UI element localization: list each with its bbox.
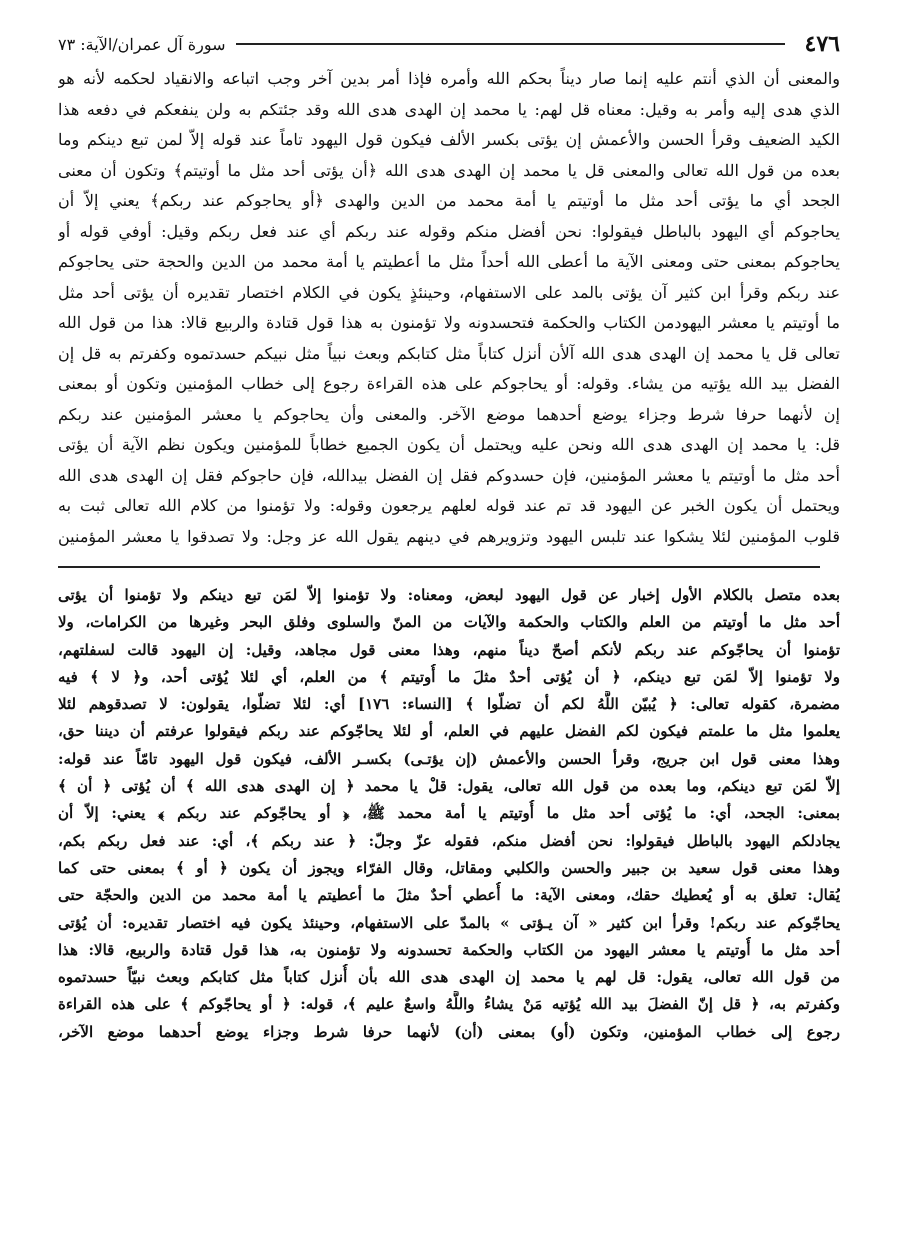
footnote-line: وهذا معنى قول ابن جريج، وقرأ الحسن والأعمش (إن يؤتـى) بكسـر الألف، فيكون قول اليهود تامّاً عند قوله: [58, 749, 840, 768]
footnote-line: يُقال: تعلق به أو يُعطيك حقك، ومعنى الآية: ما أُعطي أحدٌ مثلَ ما أعطيتم يا أمة محمد من الدين والحجّة حتى [58, 886, 840, 905]
footnote-line: بمعنى: الجحد، أي: ما يُؤتى أحد مثل ما أُوتيتم يا أمة محمد ﷺ، ﴿ أو يحاجّوكم عند ربكم ﴾ يعني: إلاّ أن [58, 804, 840, 823]
running-head: سورة آل عمران/الآية: ٧٣ [58, 34, 226, 54]
main-line: ويحتمل أن يكون الخبر عن اليهود قد تم عند قوله لعلهم يرجعون وقوله: ولا تؤمنوا من كلام الله تعالى ثبت به [58, 496, 840, 515]
main-line: الجحد أي ما يؤتى أحد مثل ما أوتيتم يا أمة محمد من الدين والهدى ﴿أو يحاجوكم عند ربكم﴾ يعني إلاّ أن [58, 191, 840, 210]
footnote-separator [58, 566, 820, 568]
main-line: الذي هدى إليه وأمر به وقيل: معناه قل لهم: يا محمد إن الهدى هدى الله وقد جئتكم به ولن ينفعكم في دفعه هذا [58, 99, 840, 119]
footnote-line: يعلموا مثل ما علمتم فيكون لكم الفضل عليهم في العلم، أو لئلا يحاجّوكم عند ربكم فيقولوا عرفتم أن ديننا حق، [58, 722, 840, 741]
main-line: إن لأنهما حرفا شرط وجزاء يوضع أحدهما موضع الآخر. والمعنى وأن يحاجوكم يا معشر المؤمنين عند ربكم [58, 404, 840, 424]
footnote-line: ولا تؤمنوا إلاّ لمَن تبع دينكم، ﴿ أن يُؤتى أحدٌ مثلَ ما أُوتيتم ﴾ من العلم، أي لئلا يُؤتى أحد، و﴿ لا ﴾ فيه [58, 667, 840, 686]
footnote-line: بعده متصل بالكلام الأول إخبار عن قول اليهود لبعض، ومعناه: ولا تؤمنوا إلاّ لمَن تبع دينكم ولا تؤمنوا أن يؤتى [58, 586, 840, 604]
main-line: الكيد الضعيف وقرأ الحسن والأعمش إن يؤتى بكسر الألف فيكون قول اليهود تاماً عند قوله إلاّ لمن تبع دينكم وما [58, 130, 840, 149]
main-line: تعالى قل يا محمد إن الهدى هدى الله آلأن أنزل كتاباً مثل كتابكم وبعث نبياً مثل نبيكم حسدتموه وكفرتم به قل إن [58, 343, 840, 363]
main-line: بعده من قول الله تعالى والمعنى قل يا محمد إن الهدى هدى الله ﴿أن يؤتى أحد مثل ما أوتيتم﴾ وتكون أن معنى [58, 160, 840, 180]
main-line: والمعنى أن الذي أنتم عليه إنما صار ديناً بحكم الله وأمره فإذا أمر بدين آخر وجب اتباعه والانقياد لحكمه لأنه هو [58, 69, 840, 88]
footnote-line: إلاّ لمَن تبع دينكم، وما بعده من قول الله تعالى، يقول: قلْ يا محمد ﴿ إن الهدى هدى الله ﴾ أن يُؤتى ﴿ أن ﴾ [58, 777, 840, 796]
page-header [58, 24, 840, 64]
main-line: يحاجوكم أي اليهود بالباطل فيقولوا: نحن أفضل منكم وقوله عند ربكم أي عند فعل ربكم وقيل: أوفي قوله أو [58, 221, 840, 241]
main-line: عند ربكم وقرأ ابن كثير آن يؤتى بالمد على الاستفهام، وحينئذٍ يكون في الكلام اختصار تقديره أن يؤتى أحد مثل [58, 282, 840, 302]
footnote-line: وكفرتم به، ﴿ قل إنّ الفضلَ بيد الله يُؤتيه مَنْ يشاءُ واللَّهُ واسعٌ عليم ﴾، قوله: ﴿ أو يحاجّوكم ﴾ على هذه القراءة [58, 995, 840, 1014]
main-line: الفضل بيد الله يؤتيه من يشاء. وقوله: أو يحاجوكم على هذه القراءة رجوع إلى خطاب المؤمنين وتكون أو بمعنى [58, 374, 840, 393]
footnote-line: وهذا معنى قول سعيد بن جبير والحسن والكلبي ومقاتل، وقال الفرّاء ويجوز أن يكون ﴿ أو ﴾ بمعنى حتى كما [58, 858, 840, 877]
main-line: أحد مثل ما أوتيتم يا معشر المؤمنين، فإن حسدوكم فقل إن الفضل بيدالله، فإن حاجوكم فقل إن الهدى هدى الله [58, 465, 840, 485]
main-line: يحاجوكم بمعنى حتى ومعنى الآية ما أعطى الله أحداً مثل ما أعطيتم يا أمة محمد من الدين والحجة حتى يحاجوكم [58, 252, 840, 271]
main-line: قل: يا محمد إن الهدى هدى الله ونحن عليه ويحتمل أن يكون الجميع خطاباً للمؤمنين ويكون نظم الآية أن يؤتى [58, 435, 840, 454]
page-number: ٤٧٦ [804, 31, 840, 57]
footnote-line: تؤمنوا أن يحاجّوكم عند ربكم لأنكم أصحّ ديناً منهم، وهذا معنى قول مجاهد، وقيل: إن اليهود قالت لسفلتهم، [58, 640, 840, 659]
footnote-line: من قول الله تعالى، يقول: قل لهم يا محمد إن الهدى هدى الله بأن أُنزل كتاباً مثل كتابكم وبعث نبيّاً حسدتموه [58, 968, 840, 987]
footnote-text [58, 582, 840, 1046]
header-rule [236, 43, 785, 45]
footnote-line: يجادلكم اليهود بالباطل فيقولوا: نحن أفضل منكم، فقوله عزّ وجلّ: ﴿ عند ربكم ﴾، أي: عند فعل ربكم بكم، [58, 831, 840, 850]
main-text [58, 64, 840, 552]
footnote-line: رجوع إلى خطاب المؤمنين، وتكون (أو) بمعنى (أن) لأنهما حرفا شرط وجزاء يوضع أحدهما موضع الآخر، [58, 1022, 840, 1041]
footnote-line: أحد مثل ما أوتيتم من العلم والكتاب والحكمة والآيات من المنّ والسلوى وفلق البحر وغيرها من الكرامات، ولا [58, 613, 840, 632]
main-line: ما أوتيتم يا معشر اليهودمن الكتاب والحكمة فتحسدونه ولا تؤمنون به هذا قول قتادة والربيع قالا: هذا من قول الله [58, 313, 840, 332]
footnote-line: يحاجّوكم عند ربكم! وقرأ ابن كثير « آن يـؤتى » بالمدّ على الاستفهام، وحينئذ يكون فيه اختصار تقديره: أن يُؤتى [58, 913, 840, 932]
footnote-line: مضمرة، كقوله تعالى: ﴿ يُبيّن اللَّهُ لكم أن تضلّوا ﴾ [النساء: ١٧٦] أي: لئلا تضلّوا، يقولون: لا تصدقوهم لئلا [58, 695, 840, 714]
main-line: قلوب المؤمنين لئلا يشكوا عند تلبس اليهود وتزويرهم في دينهم يقول الله عز وجل: ولا تصدقوا يا معشر المؤمنين [58, 526, 840, 546]
footnote-line: أحد مثل ما أُوتيتم يا معشر اليهود من الكتاب والحكمة تحسدونه ولا تؤمنون به، هذا قول قتادة والربيع، قالا: هذا [58, 940, 840, 959]
